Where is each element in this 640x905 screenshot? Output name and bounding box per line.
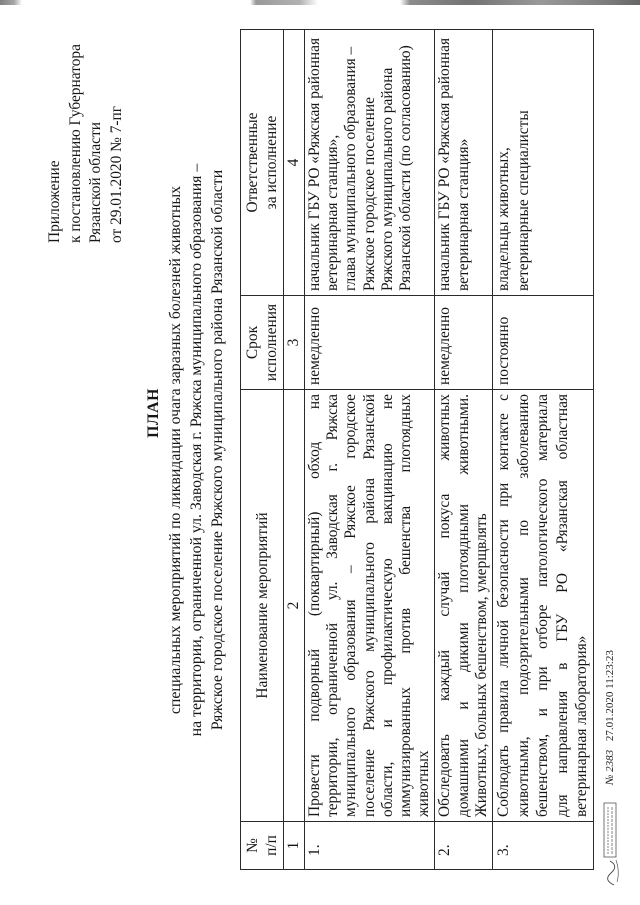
responsible-line: глава муниципального образования – xyxy=(342,46,360,291)
row-3-measure xyxy=(493,390,594,822)
registration-mark xyxy=(603,650,617,785)
table-row xyxy=(435,30,493,870)
header-responsible-line: за исполнение xyxy=(263,115,280,210)
responsible-line: начальник ГБУ РО «Ряжская районная xyxy=(436,37,454,291)
measure-line: Провести подворный (поквартирный) обход на xyxy=(306,394,323,817)
row-3-number: 3. xyxy=(493,822,594,870)
header-responsible xyxy=(241,30,284,296)
plan-heading: ПЛАН xyxy=(145,388,162,438)
measure-line: животными, подозрительными по заболеванию xyxy=(514,394,532,817)
row-1-measure xyxy=(305,390,435,822)
row-3-responsible xyxy=(493,30,594,296)
responsible-line: начальник ГБУ РО «Ряжская районная xyxy=(306,37,323,291)
registration-number: № 2383 xyxy=(604,749,616,785)
appendix-decree-ref: к постановлению Губернатора xyxy=(66,44,84,243)
measure-line: животных xyxy=(415,750,433,817)
table-header-row xyxy=(241,30,284,870)
row-2-number: 2. xyxy=(435,822,493,870)
registration-datetime: 27.01.2020 11:23:23 xyxy=(604,650,616,742)
responsible-line: Рязанской области (по согласованию) xyxy=(397,45,415,291)
header-number-line: п/п xyxy=(263,835,280,856)
responsible-line: владельцы животных, xyxy=(495,147,513,291)
row-1-responsible xyxy=(305,30,435,296)
measure-line: иммунизированных против бешенства плотоядных xyxy=(397,394,415,817)
measure-line: домашними и дикими плотоядными животными. xyxy=(454,394,472,817)
title-line-2: на территории, ограниченной ул. Заводская г. Ряжска муниципального образования – xyxy=(188,163,205,737)
title-line-3: Ряжское городское поселение Ряжского муниципального района Рязанской области xyxy=(209,169,226,731)
row-3-deadline: постоянно xyxy=(493,296,594,390)
appendix-region: Рязанской области xyxy=(87,122,104,243)
title-line-1: специальных мероприятий по ликвидации очага заразных болезней животных xyxy=(167,185,184,715)
document-title xyxy=(143,30,228,870)
scan-edge-artifact xyxy=(0,0,640,5)
responsible-line: Ряжское городское поселение xyxy=(360,97,378,291)
table-row xyxy=(305,30,435,870)
responsible-line: ветеринарная станция» xyxy=(454,138,472,291)
row-2-responsible xyxy=(435,30,493,296)
appendix-note xyxy=(45,44,127,243)
row-1-deadline: немедленно xyxy=(305,296,435,390)
header-deadline xyxy=(241,296,284,390)
measure-line: поселение Ряжского муниципального района Рязанской xyxy=(360,394,378,817)
row-1-number: 1. xyxy=(305,822,435,870)
measure-line: ветеринарная лаборатория» xyxy=(573,635,591,817)
column-number-3: 3 xyxy=(284,296,305,390)
measure-line: муниципального образования – Ряжское городское xyxy=(342,394,360,817)
measure-line: Обследовать каждый случай покуса животных xyxy=(436,394,454,817)
header-deadline-line: исполнения xyxy=(263,303,280,382)
column-number-2: 2 xyxy=(284,390,305,822)
header-measure-name: Наименование мероприятий xyxy=(241,390,284,822)
measure-line: Животных, больных бешенством, умерщвлять xyxy=(472,513,490,817)
measure-line: бешенством, и при отборе патологического материала xyxy=(534,394,552,817)
row-2-deadline: немедленно xyxy=(435,296,493,390)
header-deadline-line: Срок xyxy=(244,325,261,360)
header-number-line: № xyxy=(244,838,261,853)
measure-line: территории, ограниченной ул. Заводская г. Ряжска xyxy=(324,394,342,817)
measure-line: Соблюдать правила личной безопасности при контакте с xyxy=(495,394,513,817)
appendix-heading: Приложение xyxy=(46,160,63,243)
measures-table xyxy=(240,29,594,870)
table-row xyxy=(493,30,594,870)
responsible-line: Ряжского муниципального района xyxy=(378,67,396,291)
header-responsible-line: Ответственные xyxy=(244,112,261,213)
measure-line: для направления в ГБУ РО «Рязанская областная xyxy=(553,394,571,817)
row-2-measure xyxy=(435,390,493,822)
responsible-line: ветеринарные специалисты xyxy=(514,110,532,291)
measure-line: области, и профилактическую вакцинацию не xyxy=(378,394,396,817)
appendix-decree-date: от 29.01.2020 № 7-пг xyxy=(107,105,125,243)
column-number-1: 1 xyxy=(284,822,305,870)
column-numbers-row xyxy=(284,30,305,870)
responsible-line: ветеринарная станция», xyxy=(324,134,342,291)
column-number-4: 4 xyxy=(284,30,305,296)
header-number xyxy=(241,822,284,870)
e-signature-stamp-icon xyxy=(599,800,621,888)
